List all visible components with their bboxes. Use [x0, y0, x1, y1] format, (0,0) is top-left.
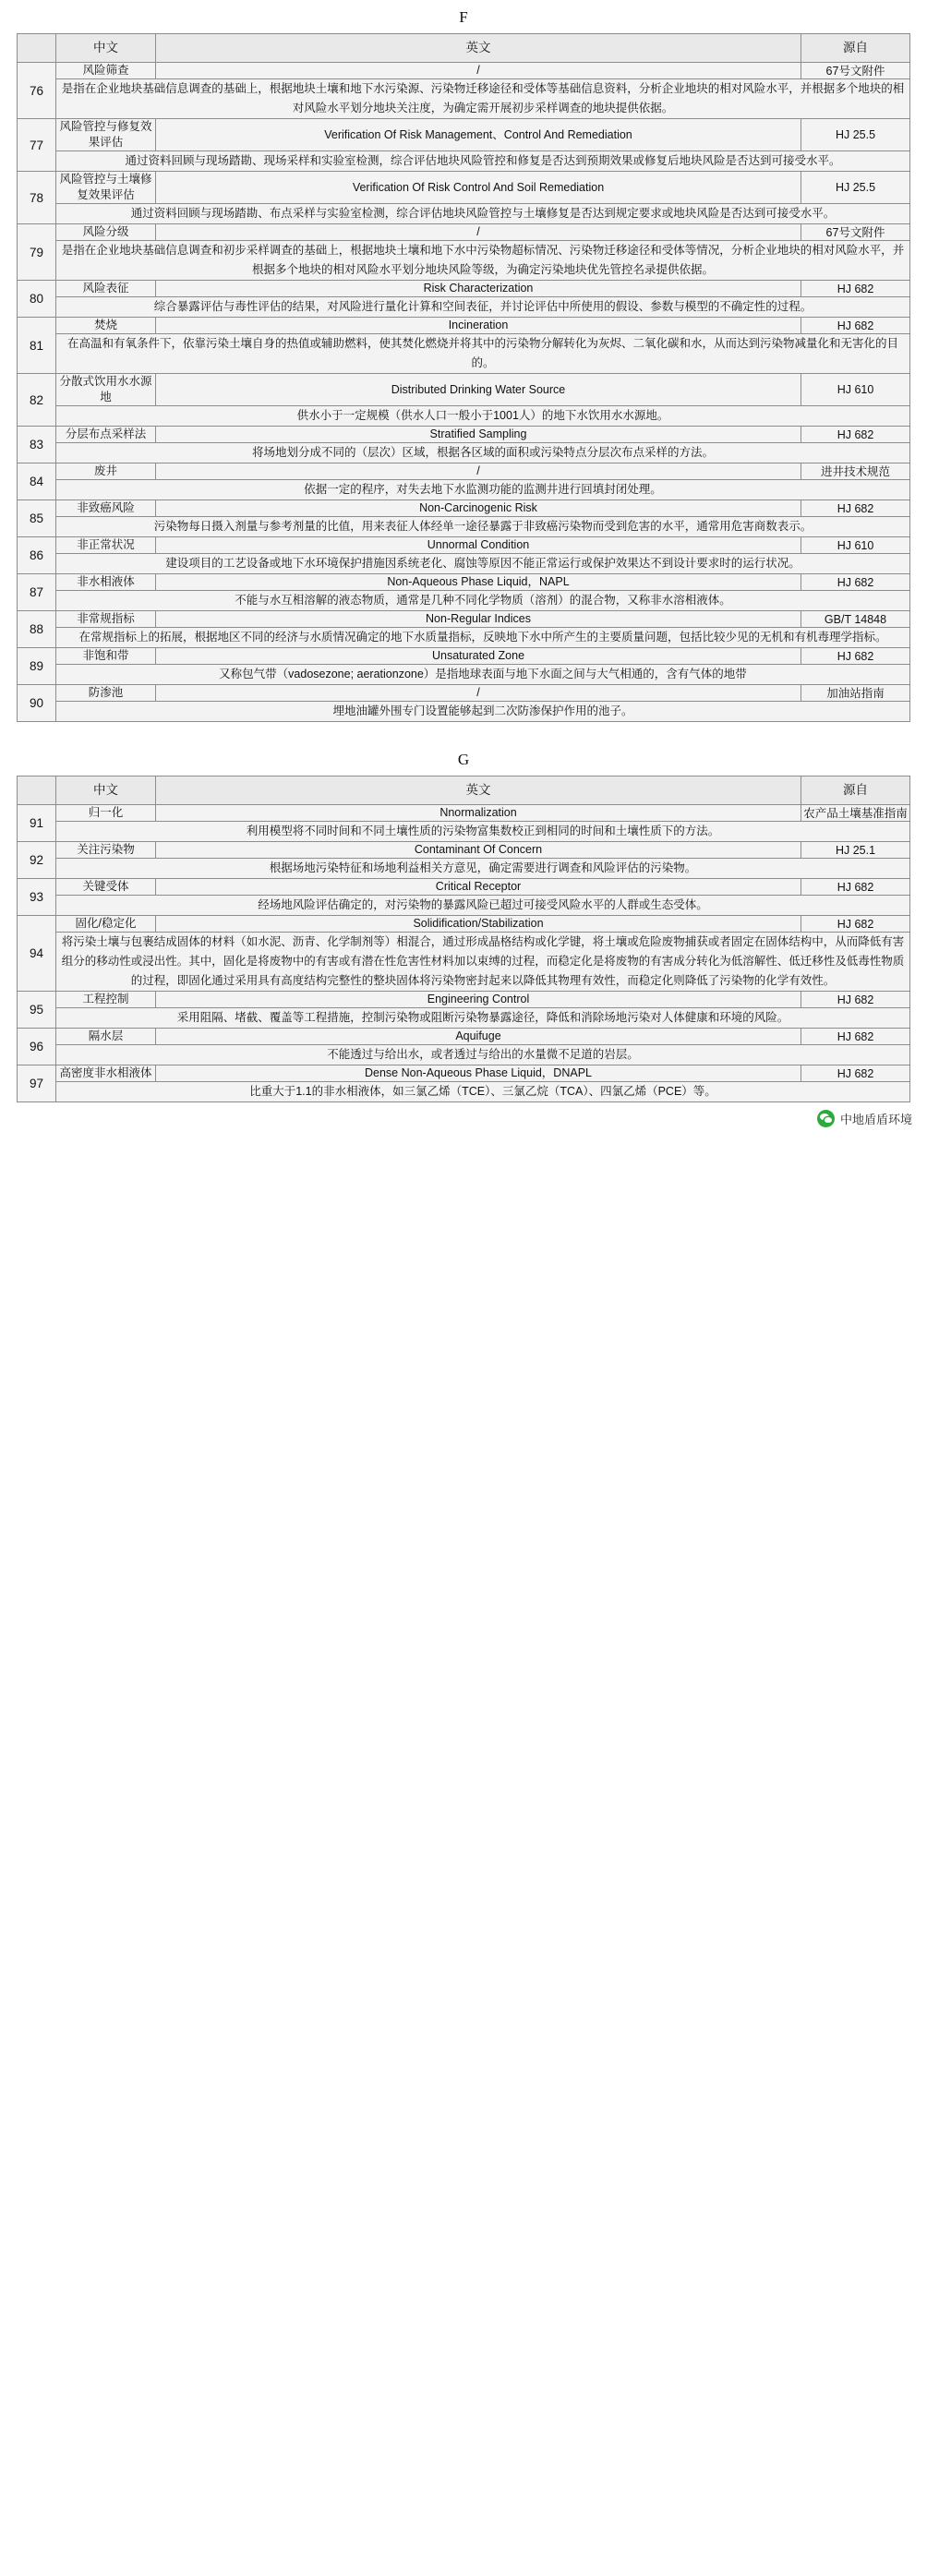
term-definition: 经场地风险评估确定的，对污染物的暴露风险已超过可接受风险水平的人群或生态受体。 [56, 896, 910, 916]
row-number: 77 [18, 119, 56, 172]
table-row-desc [18, 334, 910, 374]
term-chinese: 工程控制 [56, 992, 156, 1008]
term-definition: 是指在企业地块基础信息调查和初步采样调查的基础上，根据地块土壤和地下水中污染物超标情况、污染物迁移途径和受体等情况，分析企业地块的相对风险水平，并根据多个地块的相对风险水平划分地块风险等级，为确定污染地块优先管控名录提供依据。 [56, 241, 910, 281]
page-footer [0, 1102, 927, 1139]
row-number: 91 [18, 805, 56, 842]
term-definition: 比重大于1.1的非水相液体，如三氯乙烯（TCE）、三氯乙烷（TCA）、四氯乙烯（PCE）等。 [56, 1082, 910, 1102]
term-english: Non-Regular Indices [156, 611, 801, 628]
term-definition: 在高温和有氧条件下，依靠污染土壤自身的热值或辅助燃料，使其焚化燃烧并将其中的污染物分解转化为灰烬、二氧化碳和水，从而达到污染物减量化和无害化的目的。 [56, 334, 910, 374]
term-english: Stratified Sampling [156, 427, 801, 443]
term-chinese: 高密度非水相液体 [56, 1065, 156, 1082]
table-row [18, 318, 910, 334]
term-chinese: 归一化 [56, 805, 156, 822]
table-header-row [18, 34, 910, 63]
term-definition: 供水小于一定规模（供水人口一般小于1001人）的地下水饮用水水源地。 [56, 406, 910, 427]
term-source: GB/T 14848 [801, 611, 910, 628]
term-source: 加油站指南 [801, 685, 910, 702]
term-source: HJ 682 [801, 879, 910, 896]
table-row [18, 63, 910, 79]
table-row-desc [18, 628, 910, 648]
term-source: HJ 25.5 [801, 172, 910, 204]
term-definition: 埋地油罐外围专门设置能够起到二次防渗保护作用的池子。 [56, 702, 910, 722]
table-row [18, 1065, 910, 1082]
term-source: 67号文附件 [801, 224, 910, 241]
term-chinese: 隔水层 [56, 1029, 156, 1045]
term-source: 进井技术规范 [801, 463, 910, 480]
table-row-desc [18, 591, 910, 611]
term-chinese: 风险管控与土壤修复效果评估 [56, 172, 156, 204]
term-chinese: 非饱和带 [56, 648, 156, 665]
term-chinese: 关注污染物 [56, 842, 156, 859]
term-chinese: 风险管控与修复效果评估 [56, 119, 156, 151]
table-row-desc [18, 443, 910, 463]
row-number: 93 [18, 879, 56, 916]
row-number: 82 [18, 374, 56, 427]
term-source: HJ 610 [801, 537, 910, 554]
table-row-desc [18, 1082, 910, 1102]
table-row-desc [18, 204, 910, 224]
term-english: Nnormalization [156, 805, 801, 822]
term-english: Verification Of Risk Control And Soil Remediation [156, 172, 801, 204]
term-definition: 将污染土壤与包裹结成固体的材料（如水泥、沥青、化学制剂等）相混合，通过形成晶格结构或化学键，将土壤或危险废物捕获或者固定在固体结构中，从而降低有害组分的移动性或浸出性。其中，固化是将废物中的有害或有潜在性危害性材料加以束缚的过程，而稳定化是将废物的有害成分转化为低溶解性、低迁移性及低毒性物质的过程，即固化通过采用具有高度结构完整性的整块固体将污染物密封起来以降低其物理有效性，而稳定化则降低了污染物的化学有效性。 [56, 933, 910, 992]
header-source: 源自 [801, 776, 910, 805]
term-definition: 依据一定的程序，对失去地下水监测功能的监测井进行回填封闭处理。 [56, 480, 910, 500]
term-chinese: 固化/稳定化 [56, 916, 156, 933]
term-english: Aquifuge [156, 1029, 801, 1045]
table-row [18, 879, 910, 896]
term-chinese: 风险表征 [56, 281, 156, 297]
term-definition: 通过资料回顾与现场踏勘、现场采样和实验室检测，综合评估地块风险管控和修复是否达到预期效果或修复后地块风险是否达到可接受水平。 [56, 151, 910, 172]
section-f [0, 0, 927, 722]
term-source: HJ 682 [801, 500, 910, 517]
header-source: 源自 [801, 34, 910, 63]
term-english: Contaminant Of Concern [156, 842, 801, 859]
table-row [18, 1029, 910, 1045]
table-row-desc [18, 297, 910, 318]
term-chinese: 风险分级 [56, 224, 156, 241]
table-row [18, 119, 910, 151]
header-chinese: 中文 [56, 776, 156, 805]
term-source: 农产品土壤基准指南 [801, 805, 910, 822]
row-number: 96 [18, 1029, 56, 1065]
term-source: HJ 682 [801, 1029, 910, 1045]
term-english: / [156, 224, 801, 241]
row-number: 78 [18, 172, 56, 224]
term-definition: 通过资料回顾与现场踏勘、布点采样与实验室检测，综合评估地块风险管控与土壤修复是否达到规定要求或地块风险是否达到可接受水平。 [56, 204, 910, 224]
term-english: / [156, 63, 801, 79]
table-row-desc [18, 241, 910, 281]
row-number: 87 [18, 574, 56, 611]
term-chinese: 非水相液体 [56, 574, 156, 591]
header-no [18, 776, 56, 805]
term-english: Unnormal Condition [156, 537, 801, 554]
term-definition: 综合暴露评估与毒性评估的结果，对风险进行量化计算和空间表征，并讨论评估中所使用的假设、参数与模型的不确定性的过程。 [56, 297, 910, 318]
table-row [18, 648, 910, 665]
term-source: HJ 682 [801, 318, 910, 334]
header-chinese: 中文 [56, 34, 156, 63]
row-number: 90 [18, 685, 56, 722]
term-definition: 建设项目的工艺设备或地下水环境保护措施因系统老化、腐蚀等原因不能正常运行或保护效果达不到设计要求时的运行状况。 [56, 554, 910, 574]
term-source: HJ 25.1 [801, 842, 910, 859]
table-row [18, 374, 910, 406]
term-english: Incineration [156, 318, 801, 334]
table-row [18, 611, 910, 628]
term-english: Critical Receptor [156, 879, 801, 896]
term-source: HJ 682 [801, 648, 910, 665]
table-row-desc [18, 517, 910, 537]
table-row [18, 842, 910, 859]
row-number: 80 [18, 281, 56, 318]
term-source: HJ 682 [801, 1065, 910, 1082]
term-definition: 利用模型将不同时间和不同土壤性质的污染物富集数校正到相同的时间和土壤性质下的方法。 [56, 822, 910, 842]
table-row-desc [18, 480, 910, 500]
table-header-row [18, 776, 910, 805]
document-page [0, 0, 927, 1149]
row-number: 79 [18, 224, 56, 281]
section-letter-f: F [459, 8, 468, 26]
row-number: 94 [18, 916, 56, 992]
term-chinese: 焚烧 [56, 318, 156, 334]
term-definition: 在常规指标上的拓展，根据地区不同的经济与水质情况确定的地下水质量指标，反映地下水中所产生的主要质量问题，包括比较少见的无机和有机毒理学指标。 [56, 628, 910, 648]
term-source: HJ 610 [801, 374, 910, 406]
term-definition: 污染物每日摄入剂量与参考剂量的比值，用来表征人体经单一途径暴露于非致癌污染物而受到危害的水平，通常用危害商数表示。 [56, 517, 910, 537]
term-chinese: 非致癌风险 [56, 500, 156, 517]
table-row-desc [18, 665, 910, 685]
wechat-icon [817, 1110, 835, 1127]
term-source: HJ 25.5 [801, 119, 910, 151]
table-row-desc [18, 79, 910, 119]
term-chinese: 关键受体 [56, 879, 156, 896]
table-row-desc [18, 822, 910, 842]
term-english: Engineering Control [156, 992, 801, 1008]
header-no [18, 34, 56, 63]
row-number: 92 [18, 842, 56, 879]
term-definition: 根据场地污染特征和场地利益相关方意见，确定需要进行调查和风险评估的污染物。 [56, 859, 910, 879]
table-row-desc [18, 1045, 910, 1065]
section-letter-g: G [457, 751, 470, 768]
header-english: 英文 [156, 34, 801, 63]
table-row-desc [18, 702, 910, 722]
term-chinese: 非正常状况 [56, 537, 156, 554]
row-number: 89 [18, 648, 56, 685]
table-row [18, 463, 910, 480]
row-number: 95 [18, 992, 56, 1029]
table-row [18, 281, 910, 297]
term-source: HJ 682 [801, 427, 910, 443]
term-english: Dense Non-Aqueous Phase Liquid，DNAPL [156, 1065, 801, 1082]
term-chinese: 防渗池 [56, 685, 156, 702]
table-row-desc [18, 151, 910, 172]
term-chinese: 风险筛查 [56, 63, 156, 79]
table-row [18, 427, 910, 443]
table-row-desc [18, 933, 910, 992]
row-number: 83 [18, 427, 56, 463]
row-number: 81 [18, 318, 56, 374]
term-english: Non-Carcinogenic Risk [156, 500, 801, 517]
glossary-table-f [17, 33, 910, 722]
term-chinese: 非常规指标 [56, 611, 156, 628]
term-english: Distributed Drinking Water Source [156, 374, 801, 406]
term-source: HJ 682 [801, 992, 910, 1008]
term-english: Unsaturated Zone [156, 648, 801, 665]
term-source: HJ 682 [801, 574, 910, 591]
header-english: 英文 [156, 776, 801, 805]
table-row [18, 500, 910, 517]
term-english: Non-Aqueous Phase Liquid，NAPL [156, 574, 801, 591]
term-definition: 不能透过与给出水，或者透过与给出的水量微不足道的岩层。 [56, 1045, 910, 1065]
wechat-account-name: 中地盾盾环境 [839, 1113, 912, 1126]
table-row [18, 685, 910, 702]
term-source: HJ 682 [801, 281, 910, 297]
term-definition: 不能与水互相溶解的液态物质，通常是几种不同化学物质（溶剂）的混合物，又称非水溶相液体。 [56, 591, 910, 611]
table-row [18, 574, 910, 591]
term-english: Risk Characterization [156, 281, 801, 297]
term-english: Verification Of Risk Management、Control And Remediation [156, 119, 801, 151]
term-definition: 将场地划分成不同的（层次）区域，根据各区域的面积或污染特点分层次布点采样的方法。 [56, 443, 910, 463]
term-english: / [156, 463, 801, 480]
term-definition: 采用阻隔、堵截、覆盖等工程措施，控制污染物或阻断污染物暴露途径，降低和消除场地污染对人体健康和环境的风险。 [56, 1008, 910, 1029]
row-number: 86 [18, 537, 56, 574]
table-row-desc [18, 896, 910, 916]
term-definition: 又称包气带（vadosezone; aerationzone）是指地球表面与地下水面之间与大气相通的，含有气体的地带 [56, 665, 910, 685]
term-chinese: 分层布点采样法 [56, 427, 156, 443]
term-source: 67号文附件 [801, 63, 910, 79]
table-row-desc [18, 1008, 910, 1029]
table-row [18, 172, 910, 204]
term-english: / [156, 685, 801, 702]
section-g [0, 742, 927, 1102]
table-row [18, 805, 910, 822]
table-row [18, 537, 910, 554]
term-chinese: 废井 [56, 463, 156, 480]
wechat-account-badge [817, 1110, 912, 1127]
row-number: 76 [18, 63, 56, 119]
table-row-desc [18, 406, 910, 427]
table-row [18, 224, 910, 241]
table-row-desc [18, 554, 910, 574]
row-number: 88 [18, 611, 56, 648]
row-number: 84 [18, 463, 56, 500]
term-english: Solidification/Stabilization [156, 916, 801, 933]
term-chinese: 分散式饮用水水源地 [56, 374, 156, 406]
term-definition: 是指在企业地块基础信息调查的基础上，根据地块土壤和地下水污染源、污染物迁移途径和受体等基础信息资料，分析企业地块的相对风险水平，并根据多个地块的相对风险水平划分地块关注度，为确定需开展初步采样调查的地块提供依据。 [56, 79, 910, 119]
table-row-desc [18, 859, 910, 879]
table-row [18, 992, 910, 1008]
glossary-table-g [17, 776, 910, 1102]
table-row [18, 916, 910, 933]
term-source: HJ 682 [801, 916, 910, 933]
row-number: 85 [18, 500, 56, 537]
row-number: 97 [18, 1065, 56, 1102]
section-gap [0, 722, 927, 742]
